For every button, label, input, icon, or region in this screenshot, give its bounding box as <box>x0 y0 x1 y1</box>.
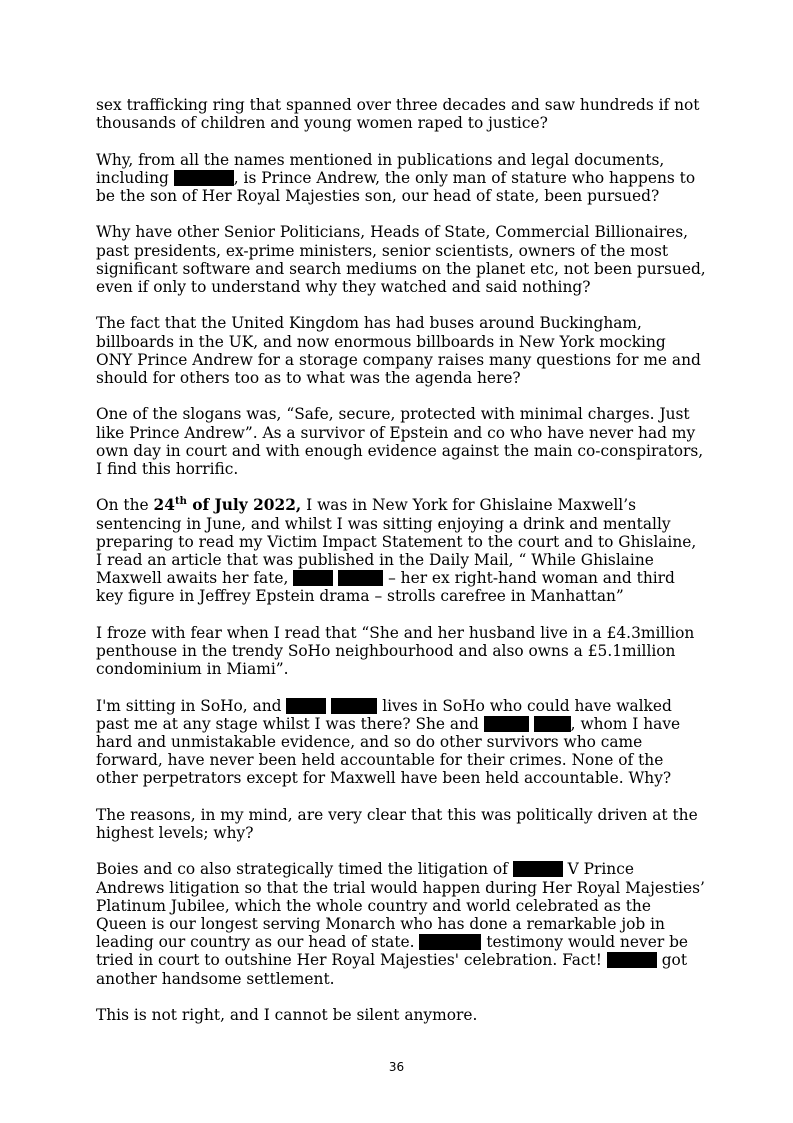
paragraph-text: got another handsome settlement. <box>96 951 688 988</box>
body-text <box>96 96 706 1042</box>
paragraph-text: I was in New York for Ghislaine Maxwell’s sentencing in June, and whilst I was sitting enjoying a drink and mentally preparing to read my Victim Impact Statement to the court and to Ghislaine, I read an article that was published in the Daily Mail, “ While Ghislaine Maxwell awaits her fate, <box>96 496 697 588</box>
date-rest: of July 2022, <box>186 496 302 515</box>
paragraph-text: – her ex right-hand woman and third key figure in Jeffrey Epstein drama – strolls carefree in Manhattan” <box>96 569 675 606</box>
paragraph <box>96 223 706 296</box>
paragraph <box>96 624 706 679</box>
paragraph-text: The fact that the United Kingdom has had buses around Buckingham, billboards in the UK, and now enormous billboards in New York mocking ONY Prince Andrew for a storage company raises many questions for me and should for others too as to what was the agenda here? <box>96 314 701 387</box>
paragraph-text: , is Prince Andrew, the only man of stature who happens to be the son of Her Royal Majesties son, our head of state, been pursued? <box>96 168 696 205</box>
redaction-block <box>419 934 481 950</box>
paragraph <box>96 314 706 387</box>
paragraph-text: lives in SoHo who could have walked past me at any stage whilst I was there? She and <box>96 696 672 733</box>
redaction-block <box>513 861 563 877</box>
paragraph-text: On the <box>96 496 154 515</box>
redaction-block <box>338 570 383 586</box>
paragraph-text: V Prince Andrews litigation so that the trial would happen during Her Royal Majesties’ Platinum Jubilee, which the whole country and world celebrated as the Queen is our longest serving Monarch who has done a remarkable job in leading our country as our head of state. <box>96 860 705 952</box>
paragraph-text: Boies and co also strategically timed the litigation of <box>96 860 513 879</box>
paragraph-text: sex trafficking ring that spanned over three decades and saw hundreds if not thousands of children and young women raped to justice? <box>96 96 700 133</box>
paragraph <box>96 860 706 987</box>
paragraph-text: Why have other Senior Politicians, Heads of State, Commercial Billionaires, past presidents, ex-prime ministers, senior scientists, owners of the most significant software and search mediums on the planet etc, not been pursued, even if only to understand why they watched and said nothing? <box>96 223 706 296</box>
redaction-block <box>286 698 326 714</box>
paragraph-text: This is not right, and I cannot be silent anymore. <box>96 1006 478 1024</box>
paragraph-text: I froze with fear when I read that “She and her husband live in a £4.3million penthouse in the trendy SoHo neighbourhood and also owns a £5.1million condominium in Miami”. <box>96 623 695 679</box>
paragraph-text: Why, from all the names mentioned in publications and legal documents, including <box>96 150 665 187</box>
date-emphasis <box>154 496 302 514</box>
paragraph <box>96 405 706 478</box>
redaction-block <box>174 170 234 186</box>
redaction-block <box>534 716 571 732</box>
redaction-block <box>607 952 657 968</box>
date-suffix: th <box>174 496 187 508</box>
paragraph-text: testimony would never be tried in court to outshine Her Royal Majesties' celebration. Fact! <box>96 933 689 970</box>
redaction-block <box>293 570 333 586</box>
paragraph <box>96 806 706 842</box>
paragraph <box>96 151 706 206</box>
paragraph <box>96 697 706 788</box>
redaction-block <box>331 698 377 714</box>
page-number: 36 <box>388 1060 405 1074</box>
paragraph <box>96 96 706 132</box>
paragraph <box>96 496 706 605</box>
paragraph-text: One of the slogans was, “Safe, secure, protected with minimal charges. Just like Prince Andrew”. As a survivor of Epstein and co who have never had my own day in court and with enough evidence against the main co-conspirators, I find this horrific. <box>96 405 704 478</box>
paragraph-text: The reasons, in my mind, are very clear that this was politically driven at the highest levels; why? <box>96 805 698 842</box>
paragraph-text: , whom I have hard and unmistakable evidence, and so do other survivors who came forward, have never been held accountable for their crimes. None of the other perpetrators except for Maxwell have been held accountable. Why? <box>96 714 681 788</box>
paragraph-text: I'm sitting in SoHo, and <box>96 696 287 715</box>
date-day: 24 <box>153 496 175 515</box>
redaction-block <box>484 716 529 732</box>
paragraph <box>96 1006 706 1024</box>
